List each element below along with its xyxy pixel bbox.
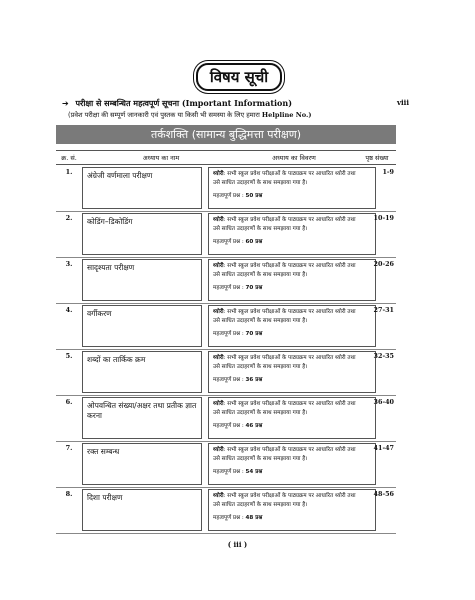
theory-text-2: उसे साधित उदाहरणों के साथ समझाया गया है। — [213, 410, 308, 416]
page-range: 48-56 — [373, 490, 394, 498]
table-row[interactable] — [56, 166, 396, 210]
important-info-hindi: परीक्षा से सम्बन्धित महत्वपूर्ण सूचना — [75, 99, 180, 108]
column-header-page: पृष्ठ संख्या — [365, 154, 389, 162]
column-header-chapter: अध्याय का नाम — [142, 154, 180, 162]
theory-text-2: उसे साधित उदाहरणों के साथ समझाया गया है। — [213, 272, 308, 278]
page-range: 32-35 — [373, 352, 394, 360]
chapter-name[interactable]: कोडिंग–डिकोडिंग — [82, 213, 202, 255]
chapter-name[interactable]: रक्त सम्बन्ध — [82, 443, 202, 485]
important-questions-count: 70 प्रश्न — [245, 331, 263, 337]
table-row[interactable] — [56, 488, 396, 532]
important-info-page: viii — [396, 98, 409, 107]
chapter-description — [208, 167, 376, 209]
theory-text: : सभी स्कूल प्रवेश परीक्षाओं के पाठ्यक्रम पर आधारित थ्योरी तथा — [223, 401, 356, 407]
theory-text-2: उसे साधित उदाहरणों के साथ समझाया गया है। — [213, 226, 308, 232]
chapter-name[interactable]: वर्गीकरण — [82, 305, 202, 347]
chapter-name[interactable]: सादृश्यता परीक्षण — [82, 259, 202, 301]
column-header-description: अध्याय का विवरण — [272, 154, 316, 162]
theory-label: थ्योरी — [213, 217, 224, 223]
row-number: 1. — [65, 168, 73, 176]
important-questions-label: महत्वपूर्ण प्रश्न : — [213, 515, 244, 521]
important-questions-count: 48 प्रश्न — [245, 515, 263, 521]
important-info[interactable] — [62, 98, 292, 109]
row-number: 5. — [65, 352, 73, 360]
theory-label: थ्योरी — [213, 493, 224, 499]
important-questions-count: 50 प्रश्न — [245, 193, 263, 199]
theory-label: थ्योरी — [213, 263, 224, 269]
important-questions-count: 70 प्रश्न — [245, 285, 263, 291]
theory-text-2: उसे साधित उदाहरणों के साथ समझाया गया है। — [213, 502, 308, 508]
column-header-number: क्र. सं. — [61, 154, 77, 162]
theory-text: : सभी स्कूल प्रवेश परीक्षाओं के पाठ्यक्रम पर आधारित थ्योरी तथा — [223, 171, 356, 177]
helpline-note-hindi: (प्रवेश परीक्षा की सम्पूर्ण जानकारी एवं पुस्तक या किसी भी समस्या के लिए हमारा — [68, 111, 260, 119]
page-range: 36-40 — [373, 398, 394, 406]
chapter-name[interactable]: शब्दों का तार्किक क्रम — [82, 351, 202, 393]
important-questions-label: महत्वपूर्ण प्रश्न : — [213, 285, 244, 291]
important-questions — [213, 422, 371, 431]
chapter-name[interactable]: दिशा परीक्षण — [82, 489, 202, 531]
theory-label: थ्योरी — [213, 309, 224, 315]
row-number: 3. — [65, 260, 73, 268]
important-questions — [213, 376, 371, 385]
theory-label: थ्योरी — [213, 171, 224, 177]
important-questions — [213, 330, 371, 339]
table-header — [56, 150, 396, 165]
theory-text: : सभी स्कूल प्रवेश परीक्षाओं के पाठ्यक्रम पर आधारित थ्योरी तथा — [223, 309, 356, 315]
page-range: 41-47 — [373, 444, 394, 452]
important-questions-label: महत्वपूर्ण प्रश्न : — [213, 331, 244, 337]
chapter-description — [208, 397, 376, 439]
important-questions — [213, 514, 371, 523]
important-questions-label: महत्वपूर्ण प्रश्न : — [213, 193, 244, 199]
chapter-description — [208, 213, 376, 255]
page-number: ( iii ) — [227, 540, 248, 549]
table-row[interactable] — [56, 442, 396, 486]
important-info-english: (Important Information) — [181, 98, 292, 108]
chapter-description — [208, 489, 376, 531]
arrow-icon: ➔ — [62, 99, 69, 108]
theory-text-2: उसे साधित उदाहरणों के साथ समझाया गया है। — [213, 180, 308, 186]
theory-text-2: उसे साधित उदाहरणों के साथ समझाया गया है। — [213, 456, 308, 462]
table-row[interactable] — [56, 258, 396, 302]
theory-text: : सभी स्कूल प्रवेश परीक्षाओं के पाठ्यक्रम पर आधारित थ्योरी तथा — [223, 493, 356, 499]
helpline-note — [68, 110, 311, 119]
page-range: 20-26 — [373, 260, 394, 268]
chapter-description — [208, 443, 376, 485]
important-questions-label: महत्वपूर्ण प्रश्न : — [213, 239, 244, 245]
chapter-description — [208, 259, 376, 301]
important-questions-count: 60 प्रश्न — [245, 239, 263, 245]
important-questions-label: महत्वपूर्ण प्रश्न : — [213, 469, 244, 475]
page-range: 10-19 — [373, 214, 394, 222]
important-questions-count: 54 प्रश्न — [245, 469, 263, 475]
row-divider — [56, 533, 396, 534]
page-title: विषय सूची — [196, 63, 282, 91]
theory-label: थ्योरी — [213, 355, 224, 361]
chapter-name[interactable]: ओपवन्धित संख्या/अक्षर तथा प्रतीक ज्ञात करना — [82, 397, 202, 439]
theory-text-2: उसे साधित उदाहरणों के साथ समझाया गया है। — [213, 318, 308, 324]
chapter-description — [208, 305, 376, 347]
table-row[interactable] — [56, 350, 396, 394]
important-questions — [213, 238, 371, 247]
theory-text-2: उसे साधित उदाहरणों के साथ समझाया गया है। — [213, 364, 308, 370]
important-questions — [213, 468, 371, 477]
table-row[interactable] — [56, 212, 396, 256]
row-number: 6. — [65, 398, 73, 406]
theory-label: थ्योरी — [213, 447, 224, 453]
row-number: 4. — [65, 306, 73, 314]
theory-text: : सभी स्कूल प्रवेश परीक्षाओं के पाठ्यक्रम पर आधारित थ्योरी तथा — [223, 447, 356, 453]
chapter-name[interactable]: अंग्रेजी वर्णमाला परीक्षण — [82, 167, 202, 209]
theory-label: थ्योरी — [213, 401, 224, 407]
page-range: 27-31 — [373, 306, 394, 314]
important-questions-count: 46 प्रश्न — [245, 423, 263, 429]
row-number: 7. — [65, 444, 73, 452]
row-number: 8. — [65, 490, 73, 498]
section-title: तर्कशक्ति (सामान्य बुद्धिमत्ता परीक्षण) — [56, 125, 396, 144]
page-range: 1-9 — [382, 168, 394, 176]
theory-text: : सभी स्कूल प्रवेश परीक्षाओं के पाठ्यक्रम पर आधारित थ्योरी तथा — [223, 217, 356, 223]
helpline-note-english: Helpline No.) — [261, 111, 312, 119]
chapter-description — [208, 351, 376, 393]
theory-text: : सभी स्कूल प्रवेश परीक्षाओं के पाठ्यक्रम पर आधारित थ्योरी तथा — [223, 355, 356, 361]
important-questions — [213, 284, 371, 293]
table-row[interactable] — [56, 304, 396, 348]
important-questions — [213, 192, 371, 201]
important-questions-label: महत्वपूर्ण प्रश्न : — [213, 377, 244, 383]
theory-text: : सभी स्कूल प्रवेश परीक्षाओं के पाठ्यक्रम पर आधारित थ्योरी तथा — [223, 263, 356, 269]
table-row[interactable] — [56, 396, 396, 440]
important-questions-count: 36 प्रश्न — [245, 377, 263, 383]
row-number: 2. — [65, 214, 73, 222]
important-questions-label: महत्वपूर्ण प्रश्न : — [213, 423, 244, 429]
